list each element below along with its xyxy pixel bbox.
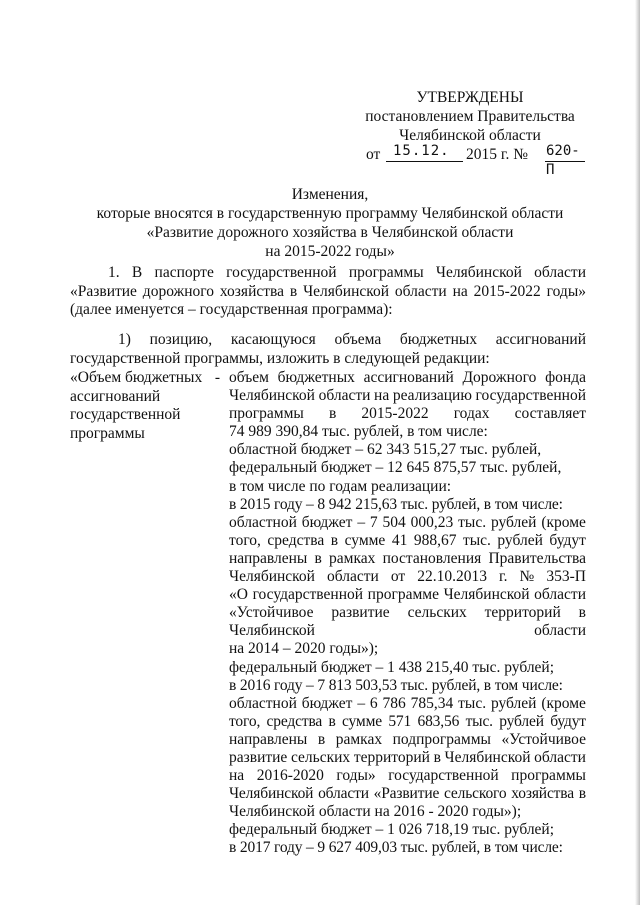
passport-value-word: 41 xyxy=(391,531,408,549)
passport-value-word: составляет xyxy=(514,405,586,423)
passport-value-word: программе xyxy=(367,586,439,604)
passport-value-word: тыс. xyxy=(458,513,487,531)
passport-value-word: от xyxy=(390,568,406,586)
passport-value-word: в xyxy=(328,712,336,730)
passport-value-word: сельских xyxy=(290,748,351,766)
passport-value-word: в xyxy=(314,549,322,567)
passport-value-word: – xyxy=(357,513,366,531)
passport-value-word: государственной xyxy=(388,767,499,785)
passport-value-line xyxy=(229,387,586,405)
passport-value-word: подпрограммы xyxy=(392,730,491,748)
passport-value-word: Челябинской xyxy=(444,748,531,766)
passport-value-word: «Устойчивое xyxy=(229,604,314,622)
passport-value-word: рублей xyxy=(497,531,543,549)
passport-value-word: 000,23 xyxy=(410,513,454,531)
passport-value-word: Дорожного xyxy=(462,369,537,386)
passport-value-line: федеральный бюджет – 12 645 875,57 тыс. рублей, xyxy=(229,459,562,477)
passport-value-line xyxy=(229,713,586,731)
passport-value-word: программы xyxy=(229,405,304,423)
handwritten-date: 15.12. xyxy=(393,143,450,159)
passport-value-line xyxy=(229,405,586,423)
approval-line-2: постановлением Правительства xyxy=(365,108,575,125)
passport-value-word: будут xyxy=(549,531,586,549)
passport-value-word: 353-П xyxy=(546,568,586,586)
passport-value-word: 2015-2022 xyxy=(361,405,429,423)
item-word: бюджетных xyxy=(399,331,478,348)
passport-value-word: сумме xyxy=(342,712,382,730)
passport-value-word: сельских xyxy=(407,604,467,622)
passport-value-line xyxy=(229,586,586,604)
passport-label-line: государственной xyxy=(70,406,181,423)
passport-value-line: Челябинской области на 2016 - 2020 годы»); xyxy=(229,803,522,821)
passport-value-line xyxy=(229,622,586,640)
item-word: касающуюся xyxy=(230,331,316,348)
passport-value-word: в xyxy=(328,405,337,423)
passport-value-word: в xyxy=(330,531,339,549)
passport-value-line: в 2016 году – 7 813 503,53 тыс. рублей, в том числе: xyxy=(229,676,563,694)
passport-value-word: средства xyxy=(266,712,323,730)
passport-value-word: рублей xyxy=(499,712,544,730)
passport-value-word: бюджет xyxy=(301,694,353,712)
passport-value-word: ассигнований xyxy=(363,369,454,386)
passport-value-word: тыс. xyxy=(458,694,487,712)
item-word: 1) xyxy=(118,331,131,348)
passport-value-word: в xyxy=(578,604,586,622)
passport-value-line: федеральный бюджет – 1 438 215,40 тыс. рублей; xyxy=(229,658,555,676)
passport-value-word: государственной xyxy=(475,387,586,405)
passport-value-line xyxy=(229,568,586,586)
heading-line-1: Изменения, xyxy=(291,186,369,203)
passport-value-word: тыс. xyxy=(462,531,491,549)
document-heading xyxy=(60,185,600,261)
passport-value-word: развитие xyxy=(229,748,288,766)
date-underline xyxy=(386,161,463,162)
approval-stamp-block xyxy=(360,88,580,178)
passport-value-word: развитие xyxy=(331,604,390,622)
passport-value-word: хозяйства xyxy=(511,785,574,803)
passport-value-word: фонда xyxy=(545,369,586,386)
passport-value-word: Челябинской xyxy=(443,586,530,604)
passport-value-word: 2016-2020 xyxy=(256,767,324,785)
passport-value-word: годы» xyxy=(336,767,376,785)
passport-value-line xyxy=(229,785,586,803)
passport-value-word: программы xyxy=(511,767,586,785)
passport-value-word: постановления xyxy=(382,549,482,567)
passport-value-word: Челябинской xyxy=(229,387,315,405)
passport-value-word: 6 xyxy=(369,694,378,712)
passport-value-word: «Устойчивое xyxy=(501,730,586,748)
passport-value-line: в том числе по годам реализации: xyxy=(229,477,452,495)
passport-value-word: рамках xyxy=(329,549,376,567)
passport-value-word: рублей xyxy=(490,513,537,531)
passport-value-word: бюджет xyxy=(301,513,353,531)
passport-value-word: области xyxy=(534,748,586,766)
approval-line-3: Челябинской области xyxy=(399,127,541,144)
passport-value-word: «О xyxy=(229,586,248,604)
passport-value-word: – xyxy=(357,694,366,712)
passport-value-word: сельского xyxy=(443,785,507,803)
passport-value-word: объем xyxy=(229,369,269,386)
passport-value-word: 7 xyxy=(369,513,378,531)
passport-label-word: «Объем бюджетных xyxy=(70,369,203,386)
passport-right-column xyxy=(229,369,586,858)
passport-value-word: государственной xyxy=(252,586,364,604)
passport-label-first-line xyxy=(70,369,220,388)
passport-value-word: области xyxy=(327,568,379,586)
passport-value-line: в 2017 году – 9 627 409,03 тыс. рублей, в том числе: xyxy=(229,839,563,857)
passport-value-word: 785,34 xyxy=(410,694,454,712)
passport-value-word: в xyxy=(578,785,586,803)
heading-line-3: «Развитие дорожного хозяйства в Челябинской области xyxy=(146,224,514,241)
passport-value-word: направлены xyxy=(229,730,308,748)
passport-value-line: областной бюджет – 62 343 515,27 тыс. рублей, xyxy=(229,441,542,459)
passport-value-line xyxy=(229,731,586,749)
page-edge-shadow xyxy=(635,0,640,905)
passport-value-line: 74 989 390,84 тыс. рублей, в том числе: xyxy=(229,423,488,441)
passport-value-word: тыс. xyxy=(465,712,493,730)
passport-value-line xyxy=(229,749,586,767)
passport-value-word: областной xyxy=(229,694,297,712)
passport-value-word: 786 xyxy=(382,694,406,712)
passport-value-word: Правительства xyxy=(488,549,586,567)
passport-value-word: годах xyxy=(453,405,490,423)
item-word: объема xyxy=(334,331,382,348)
passport-value-word: будут xyxy=(550,712,586,730)
approval-date-line xyxy=(360,143,580,178)
item-word: ассигнований xyxy=(495,331,586,348)
passport-value-word: сумме xyxy=(344,531,386,549)
item-1-line xyxy=(70,331,586,349)
passport-label-line: ассигнований xyxy=(70,387,161,405)
passport-value-word: области xyxy=(318,387,371,405)
passport-value-word: рамках xyxy=(335,730,383,748)
item-word: позицию, xyxy=(149,331,213,348)
passport-value-word: 22.10.2013 xyxy=(417,568,487,586)
passport-value-line xyxy=(229,767,586,785)
passport-value-line: на 2014 – 2020 годы»); xyxy=(229,640,379,658)
passport-value-word: направлены xyxy=(229,549,308,567)
passport-value-word: реализацию xyxy=(392,387,472,405)
passport-value-line xyxy=(229,532,586,550)
passport-value-word: средства xyxy=(267,531,325,549)
passport-value-line xyxy=(229,514,586,532)
passport-value-line: федеральный бюджет – 1 026 718,19 тыс. рублей; xyxy=(229,821,555,839)
approval-title: УТВЕРЖДЕНЫ xyxy=(416,89,524,106)
passport-value-word: в xyxy=(433,748,441,766)
passport-value-word: (кроме xyxy=(541,694,586,712)
passport-value-word: области xyxy=(534,586,586,604)
passport-value-word: 683,56 xyxy=(417,712,460,730)
item-1-continuation: государственной программы, изложить в следующей редакции: xyxy=(70,350,490,367)
passport-value-line: в 2015 году – 8 942 215,63 тыс. рублей, в том числе: xyxy=(229,495,563,513)
passport-value-word: рублей xyxy=(490,694,537,712)
passport-value-word: области xyxy=(318,785,369,803)
heading-line-4: на 2015-2022 годы» xyxy=(265,243,395,260)
passport-value-word: № xyxy=(519,568,535,586)
passport-value-word: области xyxy=(534,622,586,640)
passport-label-rest xyxy=(70,388,220,444)
passport-value-word: того, xyxy=(229,531,261,549)
passport-value-word: территорий xyxy=(353,748,430,766)
date-prefix: от xyxy=(366,146,381,163)
handwritten-number: 620-П xyxy=(546,143,580,178)
passport-value-line xyxy=(229,369,586,387)
passport-label-word: - xyxy=(214,369,220,386)
passport-value-line xyxy=(229,550,586,568)
passport-value-word: Челябинской xyxy=(229,622,315,640)
intro-section xyxy=(70,264,586,320)
passport-left-column xyxy=(70,369,220,443)
intro-paragraph: 1. В паспорте государственной программы Челябинской области «Развитие дорожного хозяйства в Челябинской области на 2015-2022 годы» (далее именуется – государственная программа): xyxy=(70,264,586,318)
passport-value-line xyxy=(229,604,586,622)
passport-label-line: программы xyxy=(70,424,145,442)
passport-value-word: территорий xyxy=(484,604,561,622)
passport-value-word: Челябинской xyxy=(229,568,315,586)
passport-value-word: того, xyxy=(229,712,261,730)
passport-value-line xyxy=(229,695,586,713)
passport-value-word: областной xyxy=(229,513,297,531)
date-suffix: 2015 г. № xyxy=(466,146,529,163)
passport-value-word: бюджетных xyxy=(277,369,355,386)
passport-value-word: (кроме xyxy=(541,513,586,531)
passport-value-word: в xyxy=(317,730,326,748)
passport-value-word: г. xyxy=(499,568,508,586)
passport-value-word: Челябинской xyxy=(229,785,314,803)
passport-value-word: 504 xyxy=(382,513,406,531)
passport-value-word: 571 xyxy=(388,712,412,730)
passport-value-word: «Развитие xyxy=(373,785,440,803)
passport-value-word: 988,67 xyxy=(413,531,457,549)
heading-line-2: которые вносятся в государственную программу Челябинской области xyxy=(96,205,564,222)
passport-value-word: на xyxy=(229,767,245,785)
passport-value-word: на xyxy=(374,387,390,405)
